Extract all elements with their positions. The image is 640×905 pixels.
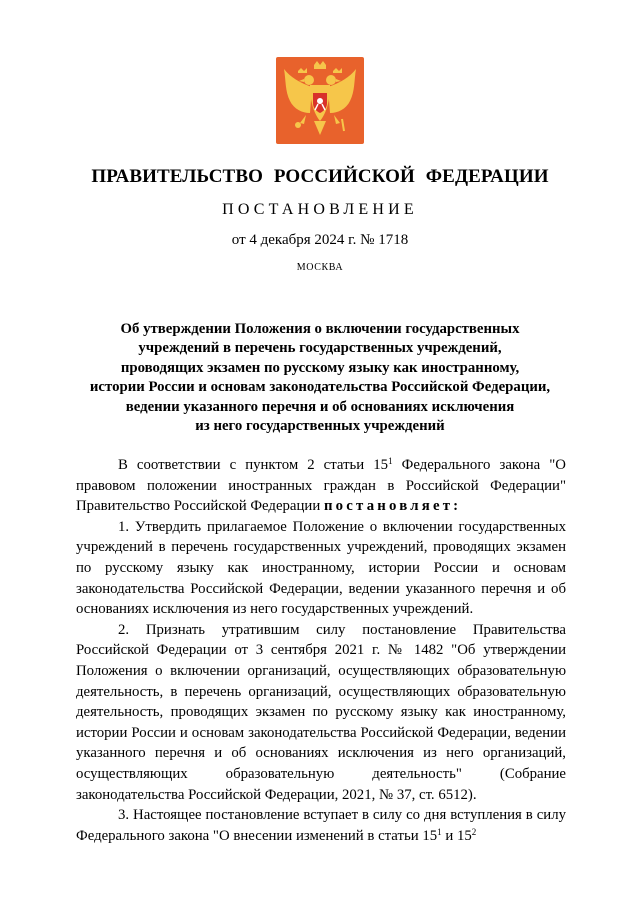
government-heading: ПРАВИТЕЛЬСТВО РОССИЙСКОЙ ФЕДЕРАЦИИ <box>91 166 549 187</box>
preamble-text: Федерального закона "О правовом положении иностранных граждан в Российской Федерации" Правительство Российской Федерации <box>76 457 566 515</box>
clause-3-text: 3. Настоящее постановление вступает в силу со дня вступления в силу Федерального закона "О внесении изменений в статьи 15 <box>76 807 566 844</box>
preamble-text: В соответствии с пунктом 2 статьи 15 <box>118 457 389 473</box>
resolves-word: постановляет: <box>323 498 462 515</box>
preamble-paragraph <box>76 455 566 517</box>
document-body <box>76 455 566 846</box>
clause-1: 1. Утвердить прилагаемое Положение о включении государственных учреждений в перечень государственных учреждений, проводящих экзамен по русскому языку как иностранному, истории России и основам законодательства Российской Федерации, ведении указанного перечня и об основаниях исключения из него государственных учреждений. <box>76 518 566 618</box>
title-line: из него государственных учреждений <box>195 418 445 435</box>
superscript: 2 <box>471 826 477 837</box>
superscript: 1 <box>437 826 442 837</box>
coat-of-arms-icon <box>276 57 364 144</box>
document-date-number: от 4 декабря 2024 г. № 1718 <box>231 232 409 248</box>
title-line: учреждений в перечень государственных учреждений, <box>138 340 502 357</box>
title-line: ведении указанного перечня и об основаниях исключения <box>125 398 515 415</box>
document-city: МОСКВА <box>296 262 344 273</box>
title-line: истории России и основам законодательства Российской Федерации, <box>89 379 551 396</box>
clause-3-text: и 15 <box>441 827 472 844</box>
document-type: ПОСТАНОВЛЕНИЕ <box>222 201 418 218</box>
title-line: Об утверждении Положения о включении государственных <box>120 321 520 337</box>
clause-2: 2. Признать утратившим силу постановление Правительства Российской Федерации от 3 сентября 2021 г. № 1482 "Об утверждении Положения о включении организаций, осуществляющих образовательную деятельность, в перечень организаций, осуществляющих образовательную деятельность, проводящих экзамен по русскому языку как иностранному, истории России и основам законодательства Российской Федерации, ведении указанного перечня и об основаниях исключения из него организаций, осуществляющих образовательную деятельность" (Собрание законодательства Российской Федерации, 2021, № 37, ст. 6512). <box>76 621 566 803</box>
superscript: 1 <box>388 456 393 466</box>
title-line: проводящих экзамен по русскому языку как иностранному, <box>120 359 520 376</box>
document-title <box>60 320 580 436</box>
clause-3 <box>76 805 566 846</box>
